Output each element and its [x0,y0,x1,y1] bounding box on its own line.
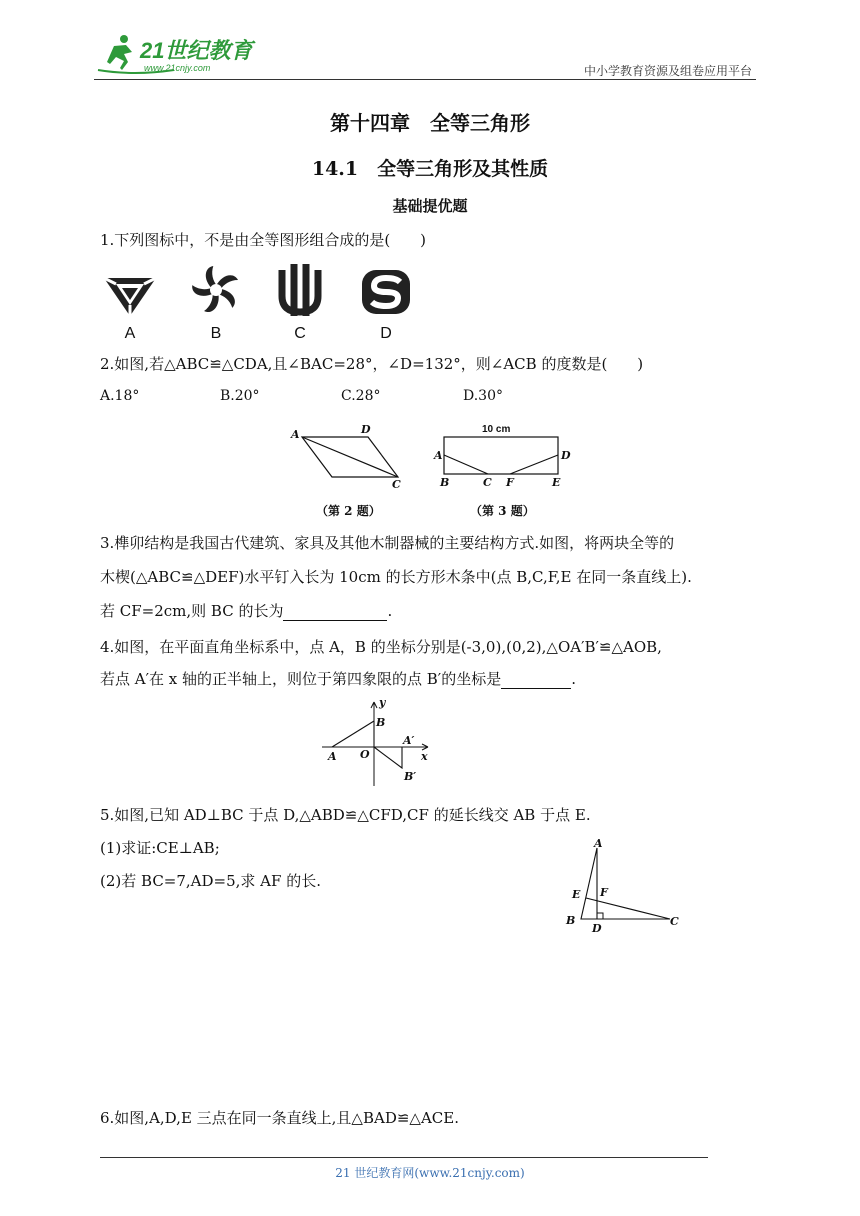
q5-label-b: B [566,914,576,927]
q3-line-3-end: . [387,602,393,620]
q4-label-y: y [379,696,386,709]
q4-coordinate-figure [318,696,434,788]
q2-choice-c: C.28° [341,388,381,404]
q3-answer-blank[interactable] [283,604,387,621]
q1-option-a-icon [100,268,160,320]
q3-figure-caption: （第 3 题） [470,504,535,518]
q4-label-b-prime: B′ [404,770,417,783]
q4-line-2-text: 若点 A′在 x 轴的正半轴上，则位于第四象限的点 B′的坐标是 [100,670,502,688]
q5-label-e: E [572,888,581,901]
q4-line-2-end: . [571,670,576,688]
q1-text: 1.下列图标中，不是由全等图形组合成的是( ) [100,231,427,249]
q5-label-d: D [592,922,602,935]
q1-option-c-icon [270,262,330,320]
q1-option-a-label: A [124,325,136,342]
q2-figure-caption: （第 2 题） [316,504,381,518]
q1-option-b-icon [186,260,246,320]
q2-choice-d: D.30° [463,388,503,404]
q1-option-d-label: D [380,325,392,342]
q4-label-b: B [376,716,386,729]
footer-text[interactable]: 21 世纪教育网(www.21cnjy.com) [335,1166,525,1180]
section-title: 14.1 全等三角形及其性质 [311,158,549,180]
q3-line-2: 木楔(△ABC≌△DEF)水平钉入长为 10cm 的长方形木条中(点 B,C,F,E 在同一条直线上). [100,568,692,586]
q5-line-1: 5.如图,已知 AD⊥BC 于点 D,△ABD≌△CFD,CF 的延长线交 AB 于点 E. [100,806,591,824]
q3-line-3-text: 若 CF=2cm,则 BC 的长为 [100,602,284,620]
q5-label-f: F [600,886,608,899]
q5-label-c: C [670,915,679,928]
q2-figure [288,422,408,490]
q6-line-1: 6.如图,A,D,E 三点在同一条直线上,且△BAD≌△ACE. [100,1109,459,1127]
q4-label-o: O [360,748,370,761]
q5-figure [560,836,686,936]
q5-part-1: (1)求证:CE⊥AB; [100,839,220,857]
q3-label-a: A [434,449,443,462]
site-logo [94,30,264,78]
q4-line-2 [100,669,576,689]
q2-label-d: D [361,423,371,436]
q3-figure [432,420,578,492]
q3-label-c: C [483,476,492,489]
q2-text: 2.如图,若△ABC≌△CDA,且∠BAC=28°，∠D=132°，则∠ACB 的度数是( ) [100,355,644,373]
q4-line-1: 4.如图，在平面直角坐标系中，点 A，B 的坐标分别是(-3,0),(0,2),△OA′B′≌△AOB, [100,638,662,656]
header-divider [94,79,756,80]
q5-part-2: (2)若 BC=7,AD=5,求 AF 的长. [100,872,321,890]
q1-option-c-label: C [294,325,306,342]
q2-choice-b: B.20° [220,388,260,404]
q3-figure-top-label: 10 cm [482,424,511,435]
q1-option-d-icon [356,266,416,318]
q2-label-a: A [291,428,300,441]
header-platform-text: 中小学教育资源及组卷应用平台 [583,64,752,78]
footer-divider [100,1157,708,1158]
q2-label-c: C [392,478,401,490]
q4-answer-blank[interactable] [501,672,571,689]
q3-label-e: E [552,476,561,489]
q5-label-a: A [594,837,603,850]
logo-text: 21世纪教育 [140,38,253,63]
q4-label-a-prime: A′ [403,734,415,747]
q3-label-d: D [561,449,571,462]
logo-url: www.21cnjy.com [144,63,211,73]
q3-label-b: B [440,476,450,489]
q3-line-3 [100,601,392,621]
chapter-title: 第十四章 全等三角形 [330,111,530,135]
sub-title: 基础提优题 [392,197,468,215]
q1-option-b-label: B [210,325,222,342]
q2-choice-a: A.18° [100,388,140,404]
q4-label-a: A [328,750,337,763]
q4-label-x: x [421,750,428,763]
q3-label-f: F [506,476,514,489]
q3-line-1: 3.榫卯结构是我国古代建筑、家具及其他木制器械的主要结构方式.如图，将两块全等的 [100,534,675,552]
